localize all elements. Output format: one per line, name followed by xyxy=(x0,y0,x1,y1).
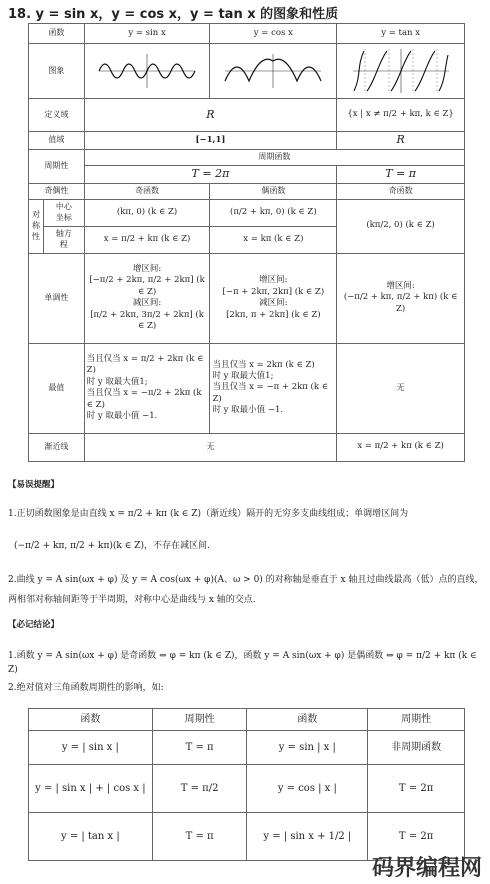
tan-graph-svg xyxy=(351,47,451,95)
header-cos: y = cos x xyxy=(210,24,337,44)
conclusion-2: 2.绝对值对三角函数周期性的影响，如: xyxy=(8,683,164,693)
mono-cos: 增区间: [−π + 2kπ, 2kπ] (k ∈ Z) 减区间: [2kπ, π + 2kπ] (k ∈ Z) xyxy=(210,253,337,343)
max-cos: 当且仅当 x = 2kπ (k ∈ Z) 时 y 取最大值1; 当且仅当 x = −π + 2kπ (k ∈ Z) 时 y 取最小值 −1. xyxy=(210,343,337,433)
cos-graph xyxy=(210,44,337,99)
t2-header-period1: 周期性 xyxy=(152,709,247,731)
row-center-label: 中心 坐标 xyxy=(44,200,84,227)
header-function: 函数 xyxy=(29,24,85,44)
note-2a: 2.曲线 y = A sin(ωx + φ) 及 y = A cos(ωx + φ)(A、ω > 0) 的对称轴是垂直于 x 轴且过曲线最高（低）点的直线， xyxy=(8,575,484,585)
mono-tan: 增区间: (−π/2 + kπ, π/2 + kπ) (k ∈ Z) xyxy=(337,253,465,343)
conclusion-1: 1.函数 y = A sin(ωx + φ) 是奇函数 ⇔ φ = kπ (k ∈ Z)，函数 y = A sin(ωx + φ) 是偶函数 ⇔ φ = π/2 + kπ (k ∈ Z) xyxy=(8,651,477,675)
note-2b: 两相邻对称轴间距等于半周期，对称中心是曲线与 x 轴的交点. xyxy=(8,595,256,605)
section-error-reminder: 【易误提醒】 xyxy=(8,480,60,490)
period-all: 周期函数 xyxy=(84,149,464,165)
period-tan: T = π xyxy=(337,165,465,183)
center-sin: (kπ, 0) (k ∈ Z) xyxy=(84,199,210,226)
table-cell: T = π xyxy=(152,813,247,861)
row-range-label: 值域 xyxy=(29,132,85,150)
row-axis-label: 轴方 程 xyxy=(55,228,72,249)
page-title: 18. y = sin x，y = cos x，y = tan x 的图象和性质 xyxy=(8,7,339,22)
row-domain-label: 定义域 xyxy=(29,99,85,132)
row-mono-label: 单调性 xyxy=(29,253,85,343)
center-tan: (kπ/2, 0) (k ∈ Z) xyxy=(337,199,465,253)
note-1b: (−π/2 + kπ, π/2 + kπ)(k ∈ Z)，不存在减区间. xyxy=(14,541,210,551)
period-sincos: T = 2π xyxy=(84,165,337,183)
table-cell: y = sin | x | xyxy=(247,731,368,765)
table-cell: y = | tan x | xyxy=(29,813,153,861)
symmetry-label: 对 称 性 xyxy=(29,200,44,253)
table-cell: T = π/2 xyxy=(152,765,247,813)
section-must-remember: 【必记结论】 xyxy=(8,620,60,630)
asym-sincos: 无 xyxy=(84,433,337,461)
table-cell: y = | sin x | xyxy=(29,731,153,765)
watermark: 码界编程网 xyxy=(371,856,482,881)
sin-graph xyxy=(84,44,210,99)
note-1a: 1.正切函数图象是由直线 x = π/2 + kπ (k ∈ Z)（渐近线）隔开的无穷多支曲线组成；单调增区间为 xyxy=(8,509,409,519)
row-max-label: 最值 xyxy=(29,343,85,433)
table-cell: y = cos | x | xyxy=(247,765,368,813)
axis-cos: x = kπ (k ∈ Z) xyxy=(210,226,337,253)
max-tan: 无 xyxy=(337,343,465,433)
max-sin: 当且仅当 x = π/2 + 2kπ (k ∈ Z) 时 y 取最大值1; 当且仅当 x = −π/2 + 2kπ (k ∈ Z) 时 y 取最小值 −1. xyxy=(84,343,210,433)
domain-tan: {x | x ≠ π/2 + kπ, k ∈ Z} xyxy=(337,99,465,132)
table-cell: y = | sin x | + | cos x | xyxy=(29,765,153,813)
table-cell: T = 2π xyxy=(368,813,465,861)
parity-sin: 奇函数 xyxy=(84,183,210,199)
sin-graph-svg xyxy=(97,51,197,91)
parity-cos: 偶函数 xyxy=(210,183,337,199)
trig-properties-table xyxy=(28,23,465,462)
row-parity-label: 奇偶性 xyxy=(29,183,85,199)
tan-graph xyxy=(337,44,465,99)
domain-sincos: R xyxy=(84,99,337,132)
cos-graph-svg xyxy=(223,51,323,91)
asym-tan: x = π/2 + kπ (k ∈ Z) xyxy=(337,433,465,461)
center-cos: (π/2 + kπ, 0) (k ∈ Z) xyxy=(210,199,337,226)
header-tan: y = tan x xyxy=(337,24,465,44)
t2-header-func2: 函数 xyxy=(247,709,368,731)
mono-sin: 增区间: [−π/2 + 2kπ, π/2 + 2kπ] (k ∈ Z) 减区间: [π/2 + 2kπ, 3π/2 + 2kπ] (k ∈ Z) xyxy=(84,253,210,343)
axis-sin: x = π/2 + kπ (k ∈ Z) xyxy=(84,226,210,253)
table-cell: 非周期函数 xyxy=(368,731,465,765)
t2-header-func1: 函数 xyxy=(29,709,153,731)
abs-period-table xyxy=(28,708,465,861)
table-cell: T = 2π xyxy=(368,765,465,813)
range-sincos: [−1,1] xyxy=(84,132,337,150)
table-cell: T = π xyxy=(152,731,247,765)
row-graph-label: 图象 xyxy=(29,44,85,99)
range-tan: R xyxy=(337,132,465,150)
row-asym-label: 渐近线 xyxy=(29,433,85,461)
symmetry-cell xyxy=(29,199,85,253)
parity-tan: 奇函数 xyxy=(337,183,465,199)
row-period-label: 周期性 xyxy=(29,149,85,183)
t2-header-period2: 周期性 xyxy=(368,709,465,731)
table-cell: y = | sin x + 1/2 | xyxy=(247,813,368,861)
header-sin: y = sin x xyxy=(84,24,210,44)
